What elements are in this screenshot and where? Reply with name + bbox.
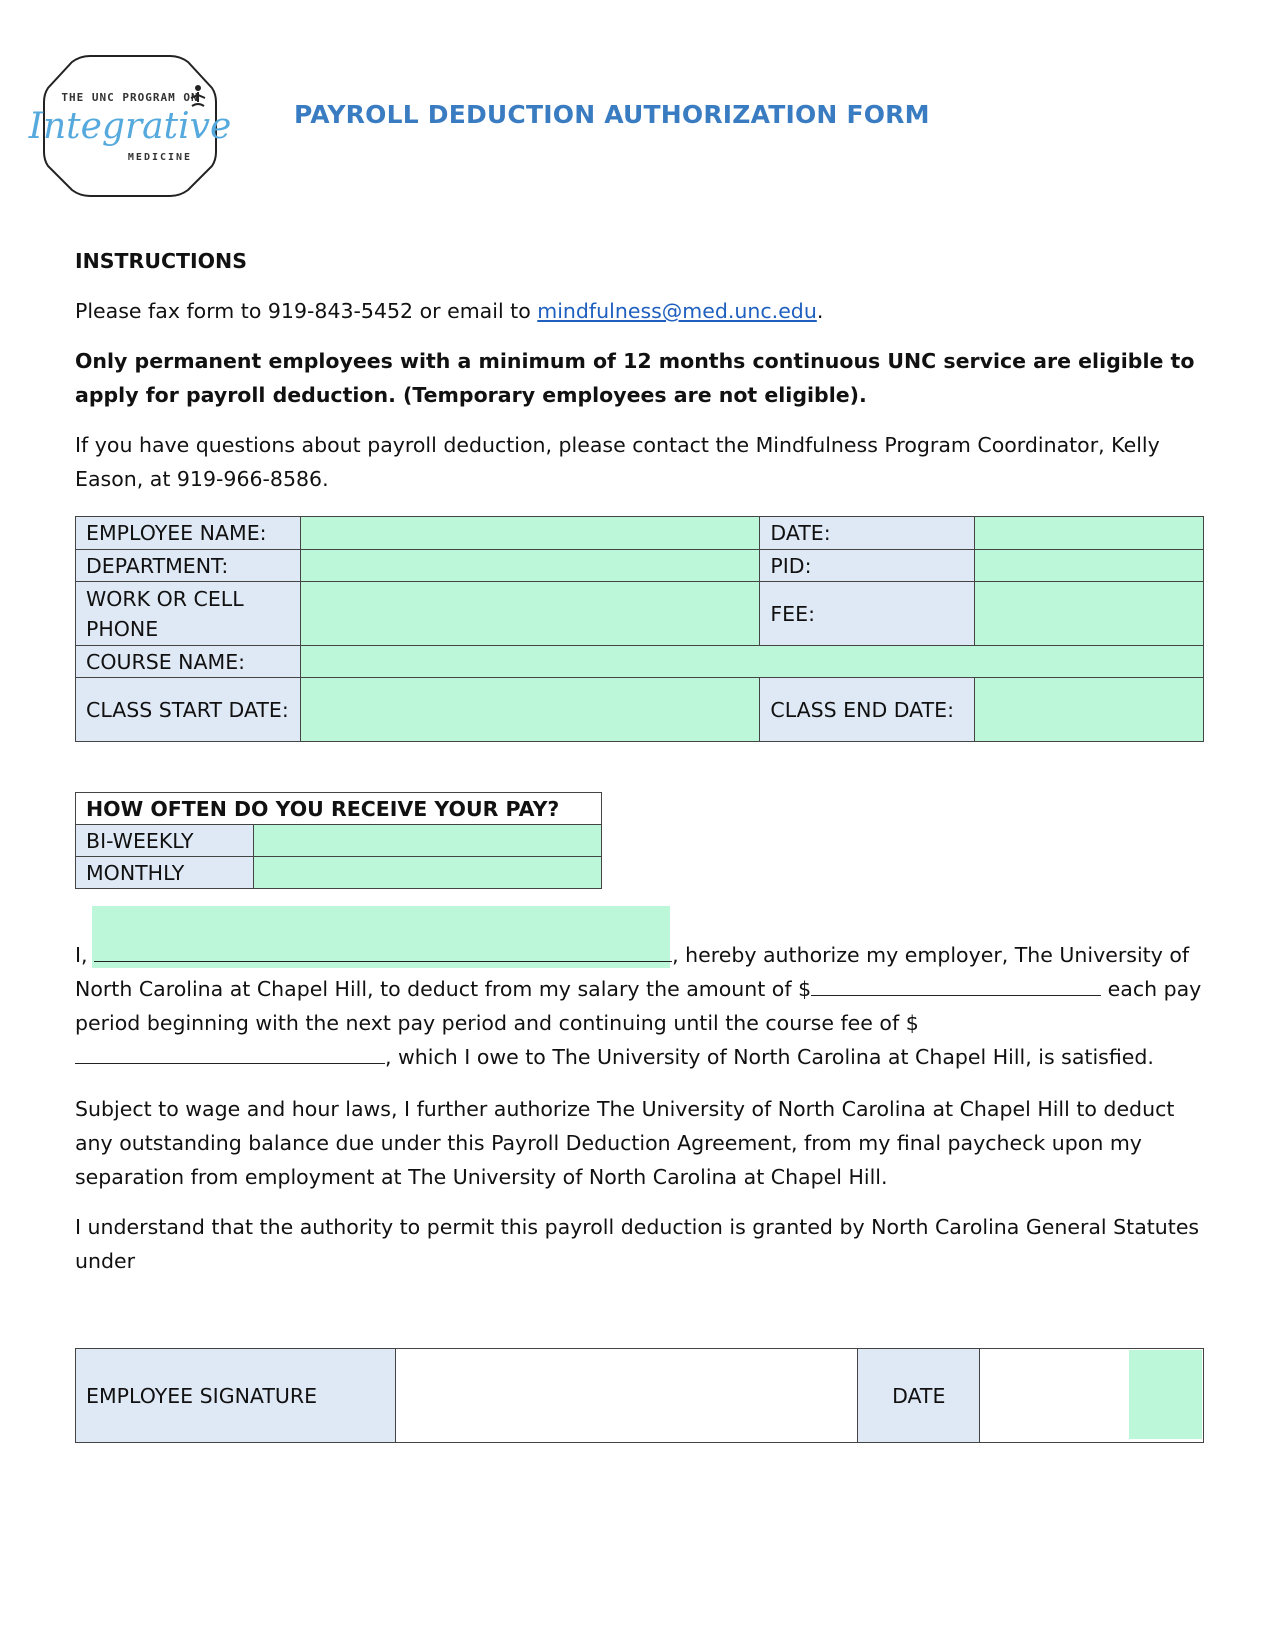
- employee-name-label: EMPLOYEE NAME:: [76, 517, 301, 550]
- questions-text: If you have questions about payroll deduction, please contact the Mindfulness Program Coordinator, Kelly Eason, at 919-966-8586.: [75, 433, 1160, 491]
- class-end-label: CLASS END DATE:: [760, 678, 975, 742]
- class-start-field[interactable]: [300, 678, 759, 742]
- pay-frequency-heading: HOW OFTEN DO YOU RECEIVE YOUR PAY?: [76, 793, 602, 825]
- name-blank[interactable]: [94, 941, 672, 962]
- wage-law-paragraph: Subject to wage and hour laws, I further authorize The University of North Carolina at Chapel Hill to deduct any outstanding balance due under this Payroll Deduction Agreement, from my final paycheck upon my separation from employment at The University of North Carolina at Chapel Hill.: [75, 1097, 1175, 1189]
- signature-date-highlight[interactable]: [1129, 1350, 1202, 1439]
- auth-text-hereby: , hereby authorize my employer, The University of North Carolina at Chapel Hill, to deduct from my salary the amount of $: [75, 943, 1190, 1001]
- statutes-paragraph: I understand that the authority to permit this payroll deduction is granted by North Carolina General Statutes under: [75, 1215, 1200, 1273]
- monthly-field[interactable]: [253, 857, 601, 889]
- biweekly-label: BI-WEEKLY: [76, 825, 254, 857]
- department-field[interactable]: [300, 550, 759, 582]
- class-end-field[interactable]: [975, 678, 1204, 742]
- date-label: DATE:: [760, 517, 975, 550]
- fee-field[interactable]: [975, 582, 1204, 646]
- auth-text-satisfied: , which I owe to The University of North Carolina at Chapel Hill, is satisfied.: [385, 1045, 1154, 1069]
- employee-info-table: [75, 516, 1204, 742]
- email-link[interactable]: mindfulness@med.unc.edu: [537, 299, 817, 323]
- phone-label: WORK OR CELL PHONE: [76, 582, 301, 646]
- course-name-label: COURSE NAME:: [76, 646, 301, 678]
- instructions-heading: INSTRUCTIONS: [75, 249, 247, 273]
- pay-frequency-table: [75, 792, 602, 889]
- logo-line-2: Integrative: [28, 106, 232, 147]
- logo-line-1: THE UNC PROGRAM ON: [61, 91, 199, 104]
- fee-label: FEE:: [760, 582, 975, 646]
- authorization-paragraph: [75, 938, 1215, 1074]
- fax-instructions: [75, 294, 1205, 328]
- employee-name-field[interactable]: [300, 517, 759, 550]
- pid-field[interactable]: [975, 550, 1204, 582]
- form-title: PAYROLL DEDUCTION AUTHORIZATION FORM: [294, 100, 930, 129]
- course-fee-blank[interactable]: [75, 1043, 385, 1064]
- department-label: DEPARTMENT:: [76, 550, 301, 582]
- auth-text-each-period: each pay period beginning with the next pay period and continuing until the course fee of $: [75, 977, 1202, 1035]
- logo-badge: [28, 52, 232, 200]
- class-start-label: CLASS START DATE:: [76, 678, 301, 742]
- phone-field[interactable]: [300, 582, 759, 646]
- auth-text-i: I,: [75, 943, 95, 967]
- course-name-field[interactable]: [300, 646, 1203, 678]
- signature-date-label: DATE: [858, 1349, 980, 1443]
- employee-signature-field[interactable]: [395, 1349, 857, 1443]
- eligibility-notice: Only permanent employees with a minimum of 12 months continuous UNC service are eligible to apply for payroll deduction. (Temporary employees are not eligible).: [75, 349, 1195, 407]
- employee-signature-label: EMPLOYEE SIGNATURE: [76, 1349, 396, 1443]
- amount-blank[interactable]: [811, 975, 1101, 996]
- fax-text: Please fax form to 919-843-5452 or email to: [75, 299, 538, 323]
- monthly-label: MONTHLY: [76, 857, 254, 889]
- pid-label: PID:: [760, 550, 975, 582]
- unc-integrative-medicine-logo: [28, 52, 232, 200]
- fax-suffix: .: [816, 299, 824, 323]
- signature-table: [75, 1348, 1204, 1443]
- logo-line-3: MEDICINE: [127, 152, 193, 163]
- biweekly-field[interactable]: [253, 825, 601, 857]
- date-field[interactable]: [975, 517, 1204, 550]
